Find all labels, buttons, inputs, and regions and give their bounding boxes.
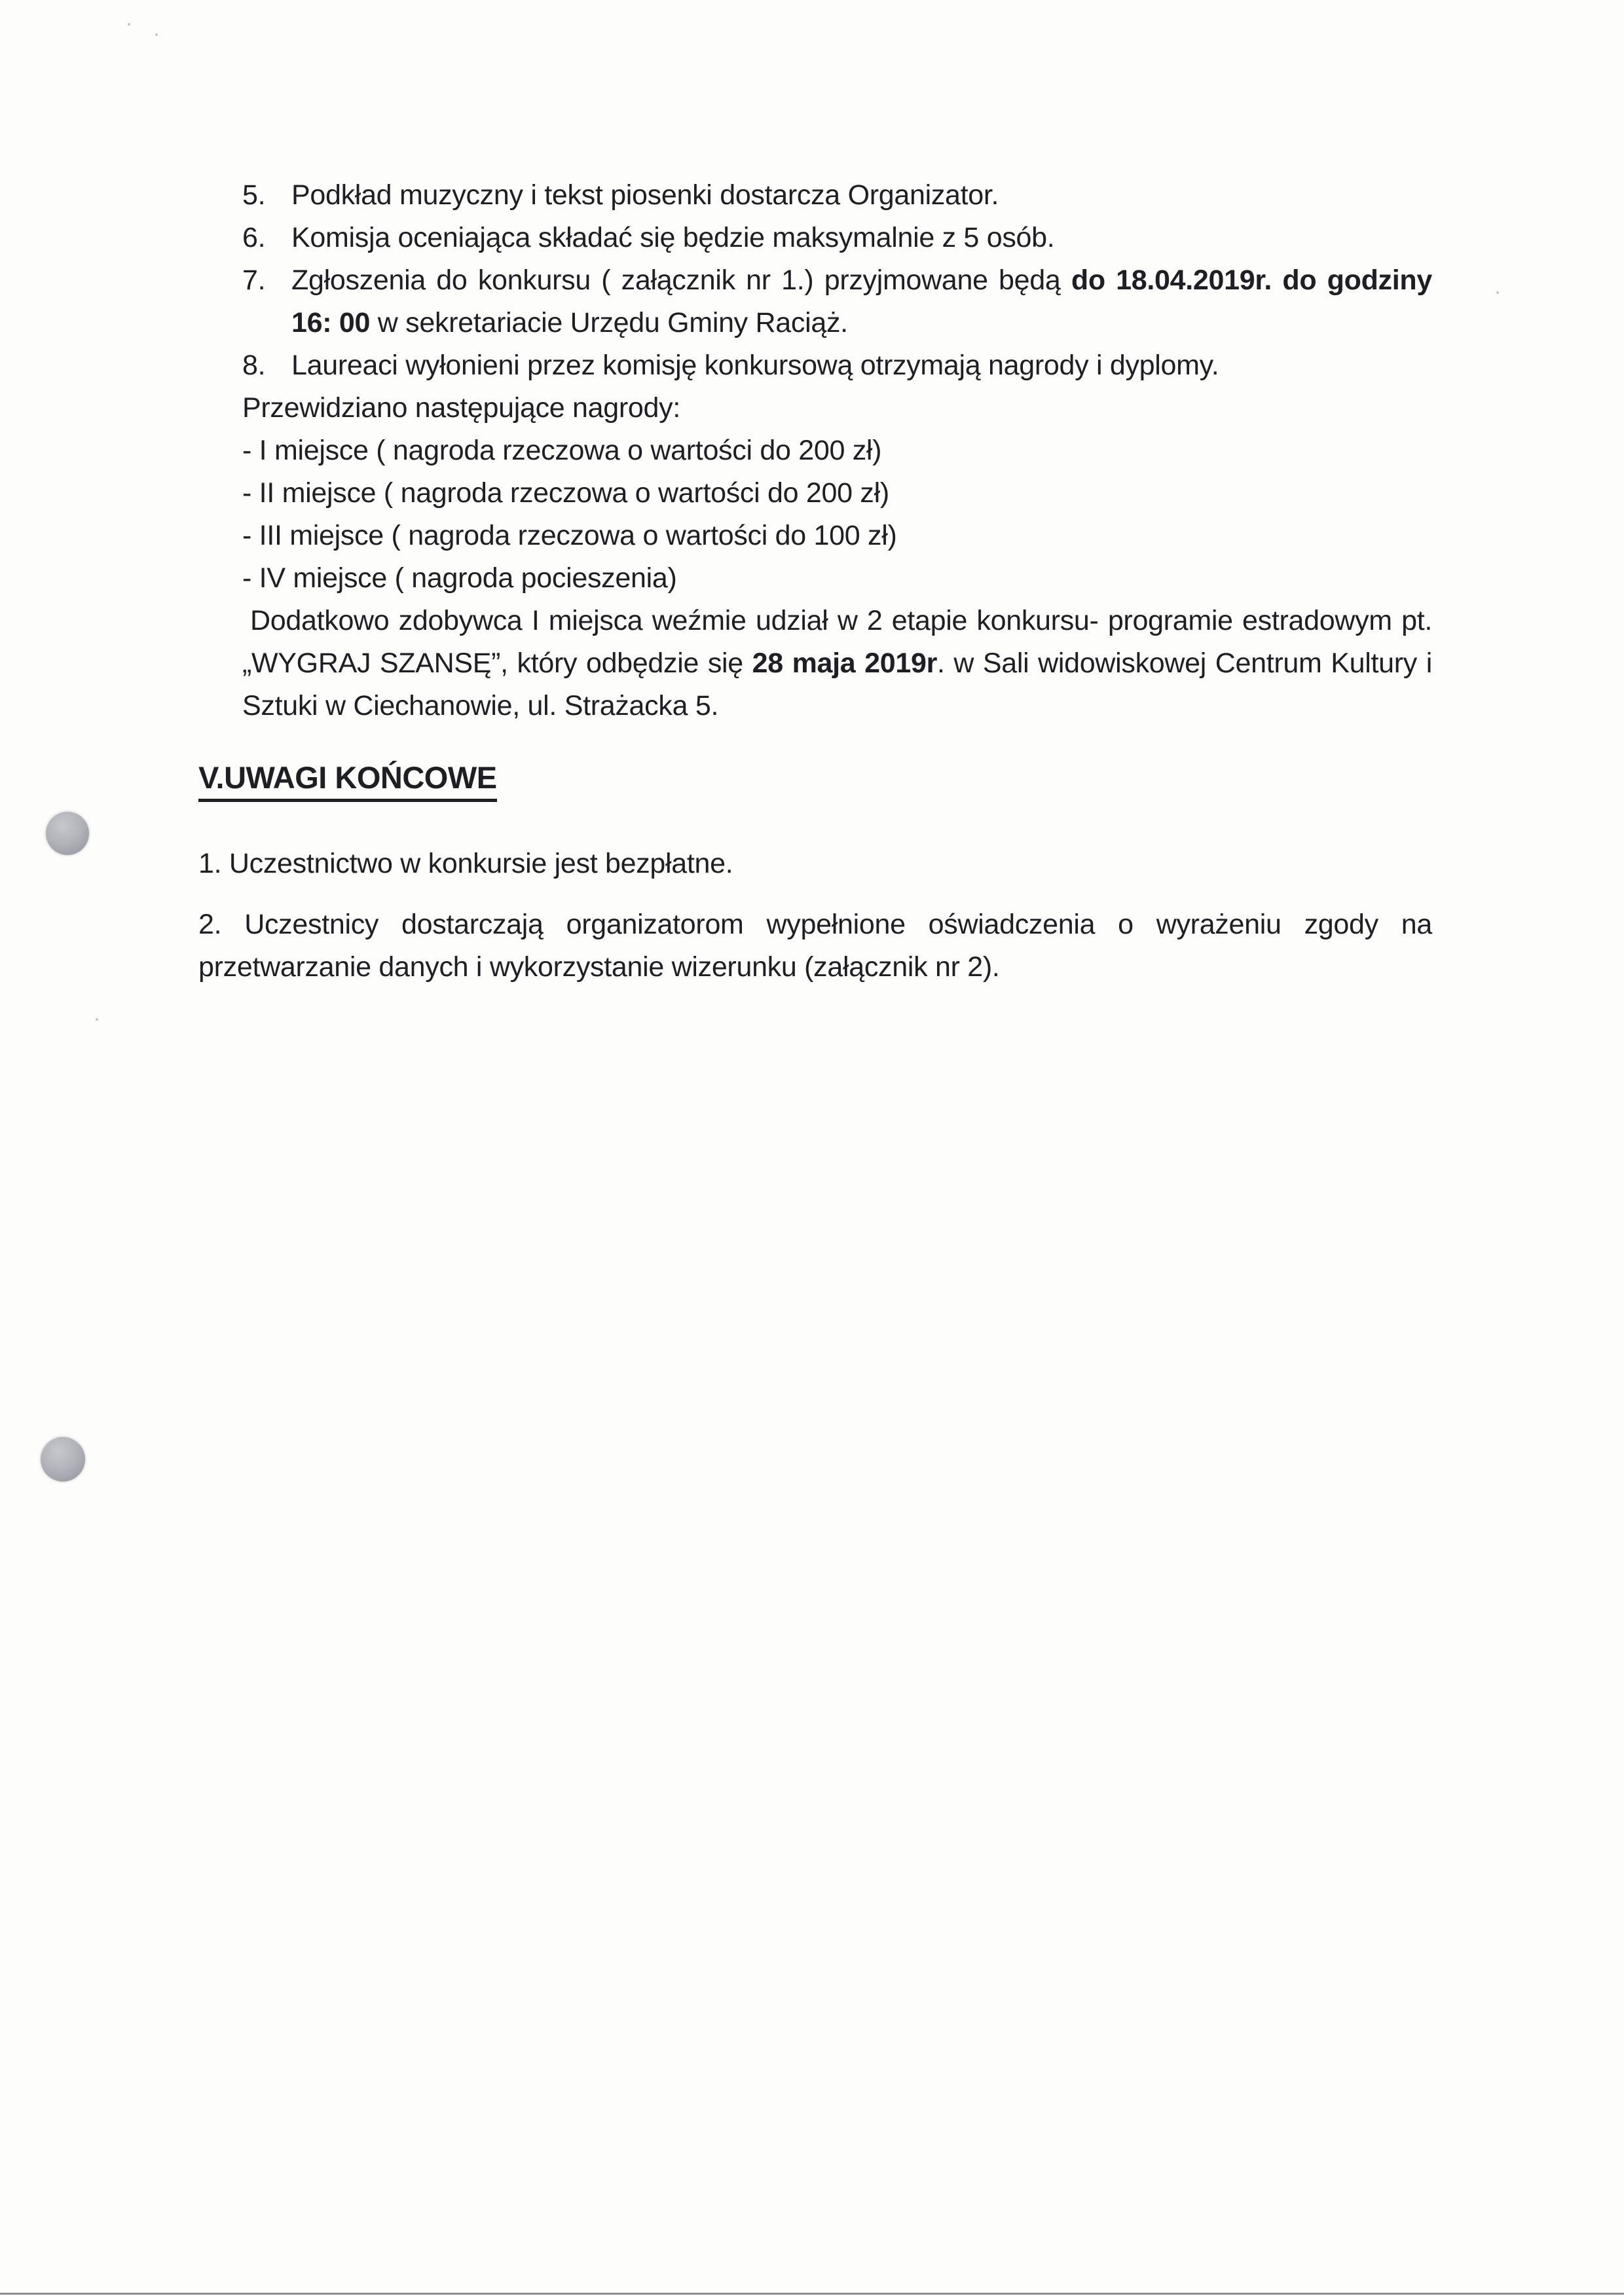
scan-bottom-edge-line — [0, 2293, 1624, 2295]
deadline-text: Zgłoszenia do konkursu ( załącznik nr 1.) przyjmowane będą — [291, 264, 1071, 296]
section-heading-uwagi-koncowe — [198, 756, 1432, 802]
final-remark-2 — [198, 903, 1432, 989]
scan-speck — [128, 23, 130, 26]
additional-info-line-1: Dodatkowo zdobywca I miejsca weźmie udział w 2 etapie konkursu- programie estradowym pt. — [250, 605, 1432, 636]
additional-info-line-2 — [242, 642, 1432, 685]
list-item-7-line-2 — [291, 302, 1432, 344]
list-item-text: Laureaci wyłonieni przez komisję konkursową otrzymają nagrody i dyplomy. — [291, 350, 1219, 381]
event-name-text: „WYGRAJ SZANSĘ”, który odbędzie się — [242, 647, 752, 679]
hole-punch-mark-top — [46, 812, 89, 855]
scan-speck — [96, 1018, 98, 1021]
list-number: 7. — [242, 264, 266, 296]
list-number: 8. — [242, 350, 266, 381]
prize-first-place: - I miejsce ( nagroda rzeczowa o wartości do 200 zł) — [242, 435, 882, 466]
final-remark-2-line-1: 2. Uczestnicy dostarczają organizatorom wypełnione oświadczenia o wyrażeniu zgody na — [198, 909, 1432, 940]
list-number: 6. — [242, 222, 266, 253]
list-item-text: Komisja oceniająca składać się będzie maksymalnie z 5 osób. — [291, 222, 1055, 253]
list-item-5 — [242, 174, 1432, 217]
prize-third-place: - III miejsce ( nagroda rzeczowa o wartości do 100 zł) — [242, 520, 897, 551]
list-item-text — [291, 259, 1432, 344]
hole-punch-mark-bottom — [41, 1437, 85, 1482]
scan-left-edge-shadow — [0, 0, 3, 340]
deadline-location-text: w sekretariacie Urzędu Gminy Raciąż. — [370, 307, 848, 338]
list-item-8 — [242, 344, 1432, 387]
list-item-text: Podkład muzyczny i tekst piosenki dostarcza Organizator. — [291, 179, 999, 211]
deadline-hour-bold: 16: 00 — [291, 307, 371, 338]
list-item-7 — [242, 259, 1432, 344]
final-remark-2-line-2: przetwarzanie danych i wykorzystanie wizerunku (załącznik nr 2). — [198, 951, 1000, 983]
document-content — [198, 174, 1432, 989]
prizes-intro: Przewidziano następujące nagrody: — [242, 392, 680, 424]
list-number: 5. — [242, 179, 266, 211]
prize-fourth-place: - IV miejsce ( nagroda pocieszenia) — [242, 562, 677, 594]
scan-speck — [155, 33, 158, 36]
final-remark-1: 1. Uczestnictwo w konkursie jest bezpłatne. — [198, 848, 733, 879]
section-heading-text: V.UWAGI KOŃCOWE — [198, 759, 497, 802]
list-item-6 — [242, 217, 1432, 259]
additional-info-line-3: Sztuki w Ciechanowie, ul. Strażacka 5. — [242, 690, 719, 721]
event-venue-text: . w Sali widowiskowej Centrum Kultury i — [937, 647, 1432, 679]
deadline-date-bold: do 18.04.2019r. do godziny — [1071, 264, 1432, 296]
prize-second-place: - II miejsce ( nagroda rzeczowa o wartości do 200 zł) — [242, 477, 889, 509]
list-item-7-line-1 — [291, 259, 1432, 302]
scan-speck — [1496, 291, 1499, 294]
event-date-bold: 28 maja 2019r — [752, 647, 938, 679]
